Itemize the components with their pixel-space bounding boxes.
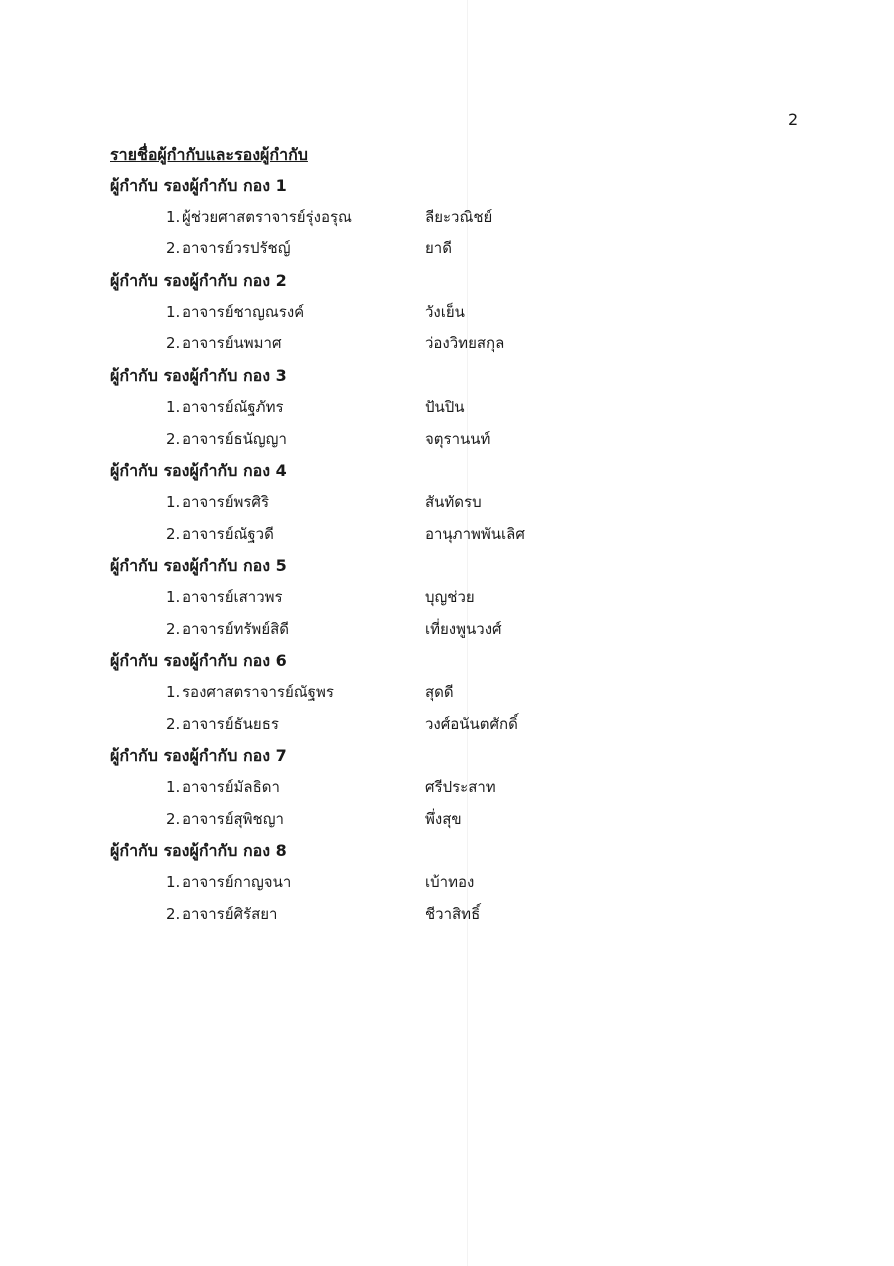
group-heading: ผู้กำกับ รองผู้กำกับ กอง 3 bbox=[110, 366, 287, 386]
member-row bbox=[110, 677, 810, 709]
member-number: 1. bbox=[166, 778, 181, 797]
member-number: 1. bbox=[166, 397, 181, 416]
member-last-name: ปันปิน bbox=[425, 397, 465, 416]
member-number: 1. bbox=[166, 587, 181, 606]
group-list bbox=[110, 170, 810, 931]
member-last-name: เบ้าทอง bbox=[425, 873, 475, 892]
group-section bbox=[110, 170, 810, 265]
document-body bbox=[110, 140, 810, 931]
member-row bbox=[110, 899, 810, 931]
member-number: 1. bbox=[166, 302, 181, 321]
group-heading: ผู้กำกับ รองผู้กำกับ กอง 4 bbox=[110, 461, 287, 481]
member-number: 2. bbox=[166, 619, 181, 638]
member-row bbox=[110, 582, 810, 614]
group-section bbox=[110, 455, 810, 550]
group-section bbox=[110, 740, 810, 835]
member-last-name: สันทัดรบ bbox=[425, 492, 482, 511]
group-section bbox=[110, 265, 810, 360]
group-section bbox=[110, 550, 810, 645]
member-last-name: จตุรานนท์ bbox=[425, 429, 491, 448]
group-section bbox=[110, 645, 810, 740]
member-row bbox=[110, 519, 810, 551]
member-row bbox=[110, 709, 810, 741]
member-last-name: อานุภาพพันเลิศ bbox=[425, 524, 525, 543]
member-last-name: บุญช่วย bbox=[425, 587, 475, 606]
member-last-name: วังเย็น bbox=[425, 302, 465, 321]
member-number: 2. bbox=[166, 809, 181, 828]
member-first-name: อาจารย์ศิรัสยา bbox=[182, 904, 278, 923]
member-number: 2. bbox=[166, 524, 181, 543]
member-last-name: เที่ยงพูนวงศ์ bbox=[425, 619, 502, 638]
member-first-name: อาจารย์วรปรัชญ์ bbox=[182, 239, 291, 258]
member-number: 1. bbox=[166, 873, 181, 892]
member-number: 1. bbox=[166, 207, 181, 226]
member-last-name: ชีวาสิทธิ์ bbox=[425, 904, 481, 923]
member-row bbox=[110, 328, 810, 360]
member-number: 2. bbox=[166, 334, 181, 353]
member-number: 1. bbox=[166, 683, 181, 701]
document-title: รายชื่อผู้กำกับและรองผู้กำกับ bbox=[110, 145, 308, 164]
member-row bbox=[110, 233, 810, 265]
member-last-name: สุดดี bbox=[425, 683, 454, 701]
group-section bbox=[110, 835, 810, 930]
member-row bbox=[110, 202, 810, 234]
group-section bbox=[110, 360, 810, 455]
member-row bbox=[110, 297, 810, 329]
member-last-name: วงศ์อนันตศักดิ์ bbox=[425, 714, 518, 733]
member-number: 2. bbox=[166, 239, 181, 258]
page-number: 2 bbox=[788, 110, 799, 129]
member-last-name: ยาดี bbox=[425, 239, 452, 258]
member-row bbox=[110, 392, 810, 424]
member-first-name: อาจารย์มัลธิดา bbox=[182, 778, 280, 797]
member-number: 1. bbox=[166, 492, 181, 511]
member-first-name: อาจารย์นพมาศ bbox=[182, 334, 282, 353]
member-first-name: อาจารย์ณัฐวดี bbox=[182, 524, 274, 543]
group-heading: ผู้กำกับ รองผู้กำกับ กอง 2 bbox=[110, 271, 287, 291]
member-first-name: อาจารย์เสาวพร bbox=[182, 587, 283, 606]
group-heading: ผู้กำกับ รองผู้กำกับ กอง 7 bbox=[110, 746, 287, 766]
member-number: 2. bbox=[166, 714, 181, 733]
member-row bbox=[110, 867, 810, 899]
member-row bbox=[110, 772, 810, 804]
member-last-name: ศรีประสาท bbox=[425, 778, 496, 797]
group-heading: ผู้กำกับ รองผู้กำกับ กอง 6 bbox=[110, 651, 287, 671]
group-heading: ผู้กำกับ รองผู้กำกับ กอง 1 bbox=[110, 176, 287, 195]
member-row bbox=[110, 804, 810, 836]
member-first-name: ผู้ช่วยศาสตราจารย์รุ่งอรุณ bbox=[182, 207, 352, 226]
member-first-name: อาจารย์ณัฐภัทร bbox=[182, 397, 284, 416]
member-first-name: อาจารย์ทรัพย์สิดี bbox=[182, 619, 290, 638]
member-last-name: ลียะวณิชย์ bbox=[425, 207, 493, 226]
member-last-name: พึ่งสุข bbox=[425, 809, 462, 828]
group-heading: ผู้กำกับ รองผู้กำกับ กอง 8 bbox=[110, 841, 287, 861]
member-first-name: รองศาสตราจารย์ณัฐพร bbox=[182, 683, 334, 701]
group-heading: ผู้กำกับ รองผู้กำกับ กอง 5 bbox=[110, 556, 287, 576]
member-first-name: อาจารย์ธันยธร bbox=[182, 714, 279, 733]
member-first-name: อาจารย์ชาญณรงค์ bbox=[182, 302, 305, 321]
member-last-name: ว่องวิทยสกุล bbox=[425, 334, 505, 353]
member-row bbox=[110, 614, 810, 646]
member-row bbox=[110, 487, 810, 519]
member-first-name: อาจารย์ธนัญญา bbox=[182, 429, 287, 448]
member-first-name: อาจารย์พรศิริ bbox=[182, 492, 270, 511]
member-first-name: อาจารย์สุพิชญา bbox=[182, 809, 284, 828]
member-number: 2. bbox=[166, 904, 181, 923]
member-first-name: อาจารย์กาญจนา bbox=[182, 873, 292, 892]
member-number: 2. bbox=[166, 429, 181, 448]
member-row bbox=[110, 424, 810, 456]
